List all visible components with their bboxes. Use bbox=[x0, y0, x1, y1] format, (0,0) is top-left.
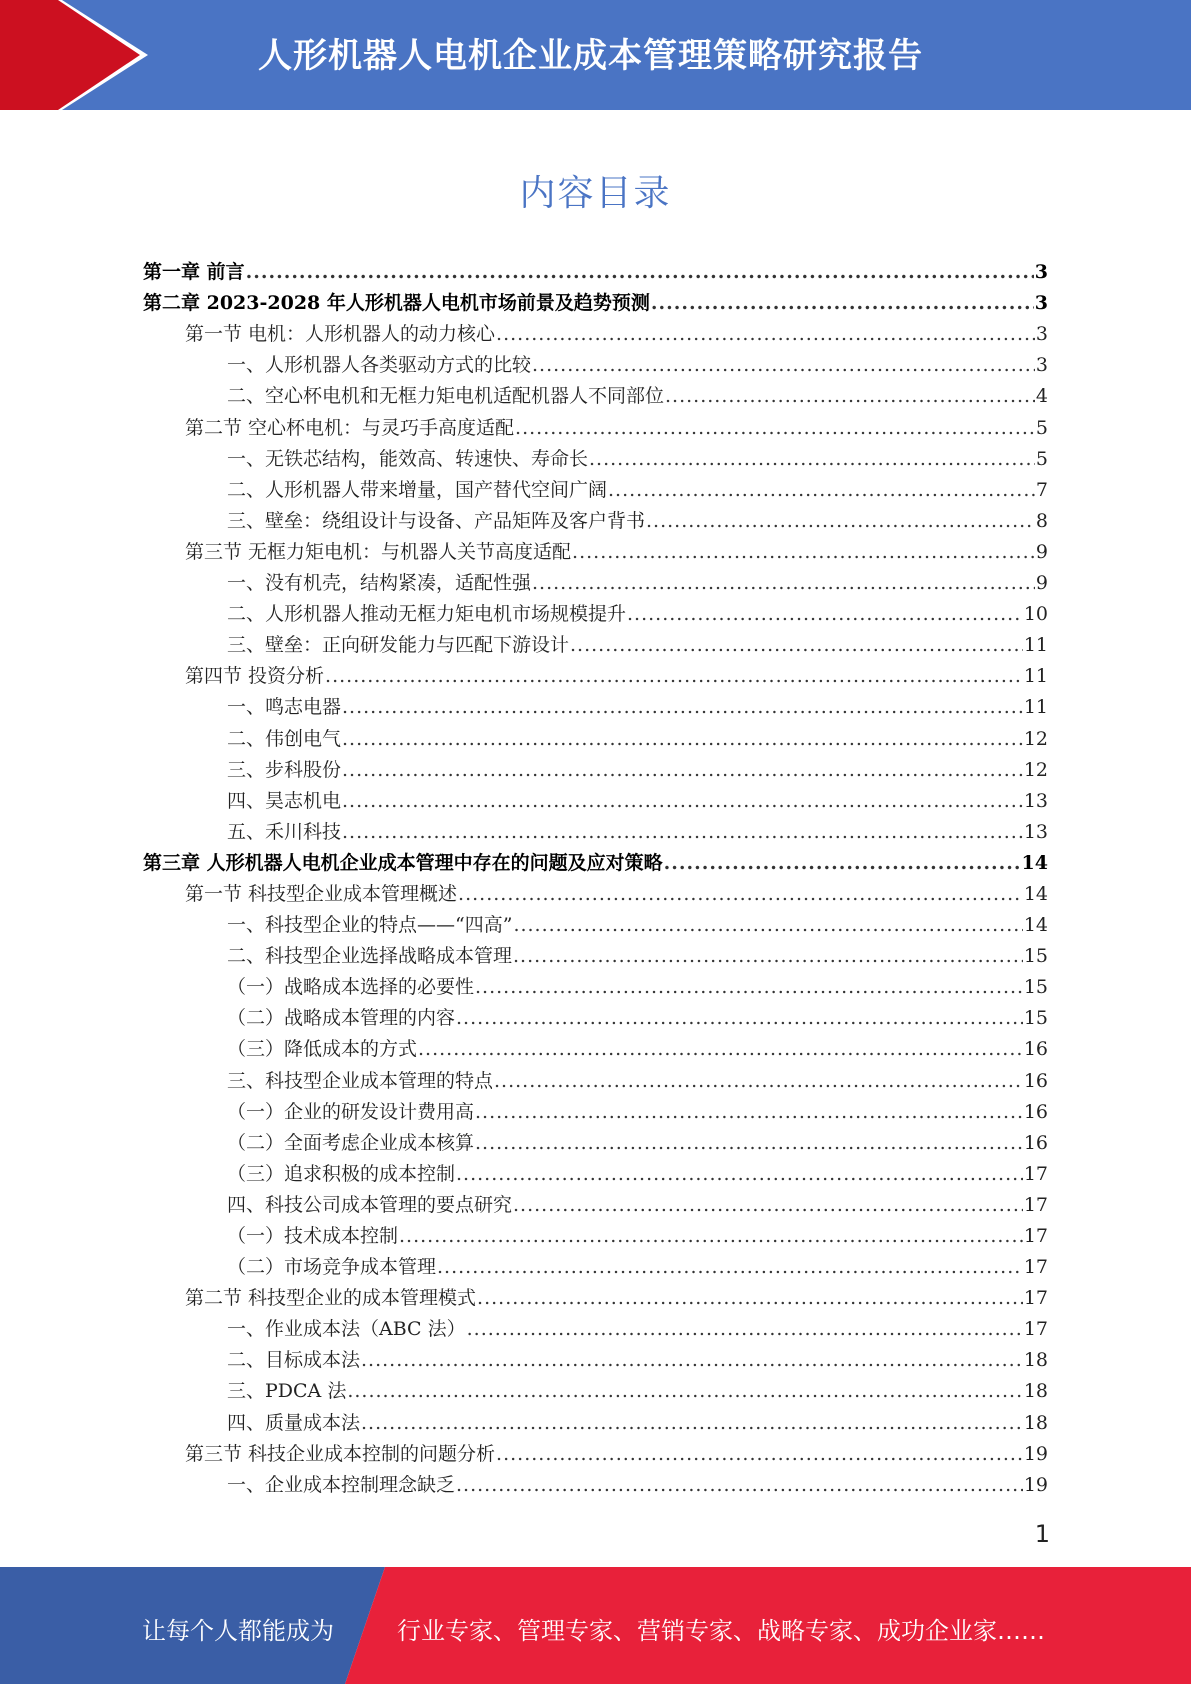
toc-leader-dots bbox=[572, 540, 1035, 564]
toc-entry-page: 16 bbox=[1023, 1069, 1048, 1092]
toc-entry-label: 四、质量成本法 bbox=[227, 1411, 361, 1434]
toc-leader-dots bbox=[532, 353, 1035, 377]
toc-leader-dots bbox=[475, 1131, 1023, 1155]
toc-entry-page: 15 bbox=[1023, 1007, 1048, 1030]
toc-entry-page: 15 bbox=[1023, 976, 1048, 999]
toc-entry-page: 9 bbox=[1035, 572, 1048, 595]
toc-entry[interactable] bbox=[143, 1186, 1048, 1217]
toc-entry-page: 13 bbox=[1023, 820, 1048, 843]
toc-entry[interactable] bbox=[143, 1310, 1048, 1341]
toc-entry-page: 17 bbox=[1023, 1225, 1048, 1247]
toc-entry-page: 14 bbox=[1021, 851, 1048, 874]
toc-leader-dots bbox=[496, 322, 1035, 346]
toc-entry-label: 第二节 空心杯电机：与灵巧手高度适配 bbox=[185, 416, 515, 439]
toc-entry-page: 18 bbox=[1023, 1411, 1048, 1434]
page-number: 1 bbox=[1034, 1520, 1050, 1548]
toc-entry[interactable] bbox=[143, 968, 1048, 999]
toc-entry[interactable] bbox=[143, 657, 1048, 688]
toc-entry[interactable] bbox=[143, 1279, 1048, 1310]
toc-entry-label: 第四节 投资分析 bbox=[185, 665, 325, 688]
toc-leader-dots bbox=[246, 260, 1034, 284]
toc-entry-page: 7 bbox=[1035, 478, 1048, 501]
toc-heading: 内容目录 bbox=[519, 173, 672, 214]
toc-leader-dots bbox=[342, 758, 1023, 782]
toc-entry[interactable] bbox=[143, 253, 1048, 284]
toc-entry-page: 11 bbox=[1023, 665, 1048, 688]
toc-leader-dots bbox=[456, 1162, 1023, 1186]
toc-entry[interactable] bbox=[143, 1341, 1048, 1372]
toc-entry-label: 二、人形机器人推动无框力矩电机市场规模提升 bbox=[227, 603, 627, 626]
toc-entry-label: 一、鸣志电器 bbox=[227, 696, 342, 719]
table-of-contents bbox=[143, 253, 1048, 1497]
toc-leader-dots bbox=[342, 820, 1023, 844]
toc-entry-label: （二）市场竞争成本管理 bbox=[227, 1256, 437, 1279]
toc-entry[interactable] bbox=[143, 1061, 1048, 1092]
toc-entry[interactable] bbox=[143, 813, 1048, 844]
toc-entry-label: 三、科技型企业成本管理的特点 bbox=[227, 1069, 494, 1092]
toc-leader-dots bbox=[456, 1006, 1023, 1030]
toc-entry-page: 16 bbox=[1023, 1038, 1048, 1061]
toc-leader-dots bbox=[513, 913, 1022, 937]
toc-entry[interactable] bbox=[143, 408, 1048, 439]
toc-leader-dots bbox=[347, 1379, 1022, 1403]
toc-entry-label: 三、PDCA 法 bbox=[227, 1380, 347, 1403]
toc-leader-dots bbox=[475, 975, 1023, 999]
toc-leader-dots bbox=[664, 851, 1021, 875]
toc-entry-label: 一、科技型企业的特点——“四高” bbox=[227, 914, 513, 937]
toc-entry-page: 14 bbox=[1023, 914, 1048, 937]
toc-entry-label: 一、人形机器人各类驱动方式的比较 bbox=[227, 354, 532, 377]
toc-entry-label: 一、没有机壳，结构紧凑，适配性强 bbox=[227, 572, 532, 595]
toc-leader-dots bbox=[494, 1069, 1023, 1093]
toc-entry-page: 12 bbox=[1023, 758, 1048, 781]
toc-entry-label: 一、企业成本控制理念缺乏 bbox=[227, 1473, 456, 1496]
toc-entry[interactable] bbox=[143, 875, 1048, 906]
toc-leader-dots bbox=[532, 571, 1035, 595]
toc-entry-page: 15 bbox=[1023, 945, 1048, 968]
toc-entry-page: 16 bbox=[1023, 1131, 1048, 1154]
toc-leader-dots bbox=[477, 1286, 1023, 1310]
toc-entry-label: 第一节 科技型企业成本管理概述 bbox=[185, 882, 458, 905]
toc-entry-label: （二）战略成本管理的内容 bbox=[227, 1007, 456, 1030]
toc-entry-page: 17 bbox=[1023, 1287, 1048, 1310]
toc-leader-dots bbox=[651, 291, 1034, 315]
toc-leader-dots bbox=[513, 1193, 1023, 1217]
toc-entry-page: 13 bbox=[1023, 789, 1048, 812]
toc-entry-page: 19 bbox=[1023, 1473, 1048, 1496]
toc-entry-label: 第三节 科技企业成本控制的问题分析 bbox=[185, 1442, 496, 1465]
toc-entry-page: 10 bbox=[1023, 603, 1048, 626]
toc-entry-page: 11 bbox=[1023, 634, 1048, 657]
toc-entry-page: 5 bbox=[1035, 416, 1048, 439]
footer-slogan-right: 行业专家、管理专家、营销专家、战略专家、成功企业家…… bbox=[397, 1617, 1045, 1645]
toc-entry-label: 五、禾川科技 bbox=[227, 820, 342, 843]
toc-leader-dots bbox=[342, 727, 1023, 751]
toc-entry-label: （一）战略成本选择的必要性 bbox=[227, 976, 475, 999]
toc-entry[interactable] bbox=[143, 346, 1048, 377]
toc-entry-label: 第三章 人形机器人电机企业成本管理中存在的问题及应对策略 bbox=[143, 851, 663, 874]
toc-entry-page: 17 bbox=[1023, 1256, 1048, 1279]
toc-leader-dots bbox=[458, 882, 1023, 906]
toc-leader-dots bbox=[627, 602, 1023, 626]
toc-entry-label: 四、昊志机电 bbox=[227, 789, 342, 812]
toc-leader-dots bbox=[496, 1442, 1023, 1466]
toc-leader-dots bbox=[570, 633, 1023, 657]
toc-entry-page: 17 bbox=[1023, 1193, 1048, 1216]
toc-entry[interactable] bbox=[143, 595, 1048, 626]
toc-entry[interactable] bbox=[143, 1124, 1048, 1155]
toc-entry[interactable] bbox=[143, 906, 1048, 937]
toc-entry[interactable] bbox=[143, 1030, 1048, 1061]
toc-entry-page: 3 bbox=[1034, 292, 1048, 315]
toc-leader-dots bbox=[342, 695, 1023, 719]
toc-leader-dots bbox=[475, 1100, 1023, 1124]
toc-entry-label: 第二节 科技型企业的成本管理模式 bbox=[185, 1287, 477, 1310]
toc-entry[interactable] bbox=[143, 1372, 1048, 1403]
toc-entry[interactable] bbox=[143, 688, 1048, 719]
toc-entry[interactable] bbox=[143, 1248, 1048, 1279]
toc-entry[interactable] bbox=[143, 719, 1048, 750]
toc-leader-dots bbox=[515, 416, 1035, 440]
toc-entry-label: （三）追求积极的成本控制 bbox=[227, 1162, 456, 1185]
toc-entry-page: 3 bbox=[1035, 354, 1048, 377]
toc-entry-page: 3 bbox=[1034, 261, 1048, 284]
toc-entry[interactable] bbox=[143, 1155, 1048, 1186]
toc-entry-page: 11 bbox=[1023, 696, 1048, 719]
toc-leader-dots bbox=[589, 447, 1035, 471]
toc-entry-page: 18 bbox=[1023, 1380, 1048, 1403]
toc-entry[interactable] bbox=[143, 502, 1048, 533]
toc-leader-dots bbox=[665, 384, 1035, 408]
toc-entry-label: 三、壁垒：绕组设计与设备、产品矩阵及客户背书 bbox=[227, 509, 646, 532]
toc-leader-dots bbox=[646, 509, 1035, 533]
toc-entry-label: 二、空心杯电机和无框力矩电机适配机器人不同部位 bbox=[227, 385, 665, 408]
toc-entry-label: 一、无铁芯结构，能效高、转速快、寿命长 bbox=[227, 447, 589, 470]
toc-entry[interactable] bbox=[143, 1217, 1048, 1248]
toc-entry-label: 第三节 无框力矩电机：与机器人关节高度适配 bbox=[185, 540, 572, 563]
toc-entry-label: 二、人形机器人带来增量，国产替代空间广阔 bbox=[227, 478, 608, 501]
report-title: 人形机器人电机企业成本管理策略研究报告 bbox=[258, 36, 923, 76]
toc-leader-dots bbox=[608, 478, 1035, 502]
toc-leader-dots bbox=[418, 1037, 1023, 1061]
toc-entry[interactable] bbox=[143, 782, 1048, 813]
toc-entry[interactable] bbox=[143, 284, 1048, 315]
toc-entry[interactable] bbox=[143, 315, 1048, 346]
toc-entry-page: 9 bbox=[1035, 540, 1048, 563]
toc-entry-label: 第一节 电机：人形机器人的动力核心 bbox=[185, 323, 496, 346]
toc-entry[interactable] bbox=[143, 999, 1048, 1030]
toc-entry-page: 17 bbox=[1023, 1318, 1048, 1341]
toc-entry[interactable] bbox=[143, 440, 1048, 471]
toc-entry-page: 8 bbox=[1035, 509, 1048, 532]
toc-entry-page: 12 bbox=[1023, 727, 1048, 750]
toc-entry-label: 二、科技型企业选择战略成本管理 bbox=[227, 945, 513, 968]
toc-entry[interactable] bbox=[143, 751, 1048, 782]
toc-entry[interactable] bbox=[143, 533, 1048, 564]
toc-entry[interactable] bbox=[143, 937, 1048, 968]
toc-leader-dots bbox=[361, 1411, 1023, 1435]
toc-entry[interactable] bbox=[143, 1435, 1048, 1466]
toc-leader-dots bbox=[456, 1473, 1023, 1497]
toc-entry-page: 14 bbox=[1023, 882, 1048, 905]
toc-entry-page: 18 bbox=[1023, 1349, 1048, 1372]
toc-entry[interactable] bbox=[143, 1093, 1048, 1124]
toc-entry-label: 四、科技公司成本管理的要点研究 bbox=[227, 1193, 513, 1216]
toc-leader-dots bbox=[399, 1224, 1023, 1248]
toc-entry[interactable] bbox=[143, 626, 1048, 657]
toc-leader-dots bbox=[361, 1348, 1023, 1372]
header-banner bbox=[0, 0, 1191, 110]
footer-slogan-left: 让每个人都能成为 bbox=[142, 1617, 334, 1645]
toc-leader-dots bbox=[437, 1255, 1023, 1279]
toc-leader-dots bbox=[513, 944, 1023, 968]
toc-entry-label: 二、伟创电气 bbox=[227, 727, 342, 750]
toc-entry-page: 19 bbox=[1023, 1442, 1048, 1465]
toc-entry-label: （一）企业的研发设计费用高 bbox=[227, 1100, 475, 1123]
toc-entry-page: 16 bbox=[1023, 1100, 1048, 1123]
toc-leader-dots bbox=[467, 1317, 1023, 1341]
toc-entry-label: 一、作业成本法（ABC 法） bbox=[227, 1318, 466, 1341]
toc-leader-dots bbox=[342, 789, 1023, 813]
toc-entry-label: 三、步科股份 bbox=[227, 758, 342, 781]
toc-entry[interactable] bbox=[143, 1466, 1048, 1497]
toc-leader-dots bbox=[325, 664, 1023, 688]
toc-entry-page: 4 bbox=[1035, 385, 1048, 408]
toc-entry-page: 5 bbox=[1035, 447, 1048, 470]
toc-entry[interactable] bbox=[143, 564, 1048, 595]
toc-entry-label: 第二章 2023-2028 年人形机器人电机市场前景及趋势预测 bbox=[143, 292, 650, 315]
toc-entry-label: 第一章 前言 bbox=[143, 261, 245, 284]
footer-banner bbox=[0, 1567, 1191, 1684]
toc-entry-page: 3 bbox=[1035, 323, 1048, 346]
toc-entry-label: （二）全面考虑企业成本核算 bbox=[227, 1131, 475, 1154]
toc-entry-label: （三）降低成本的方式 bbox=[227, 1038, 418, 1061]
toc-entry[interactable] bbox=[143, 471, 1048, 502]
toc-entry[interactable] bbox=[143, 377, 1048, 408]
toc-entry-label: 二、目标成本法 bbox=[227, 1349, 361, 1372]
toc-entry[interactable] bbox=[143, 844, 1048, 875]
toc-entry-label: 三、壁垒：正向研发能力与匹配下游设计 bbox=[227, 634, 570, 657]
toc-entry-label: （一）技术成本控制 bbox=[227, 1225, 399, 1247]
toc-entry[interactable] bbox=[143, 1403, 1048, 1434]
toc-entry-page: 17 bbox=[1023, 1162, 1048, 1185]
